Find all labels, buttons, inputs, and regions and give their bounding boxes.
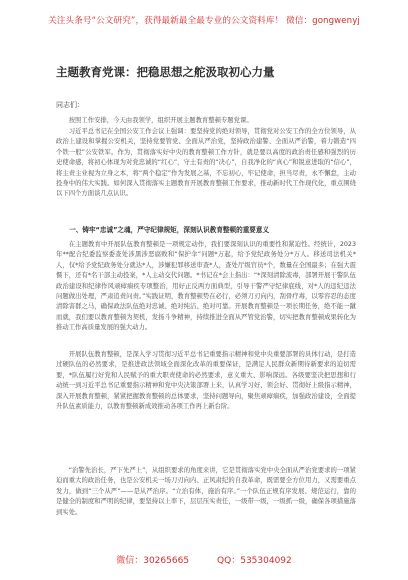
section-heading: 一、铸牢“忠诚”之魂，严守纪律规矩，深刻认识教育整顿的重要意义 <box>69 226 270 234</box>
banner-text: 关注头条号“公文研究”，获得最新最全最专业的公文资料库！ 微信：gongwenyj <box>48 16 360 26</box>
wechat-contact: 微信：30265665 <box>116 555 190 566</box>
top-banner <box>0 0 408 40</box>
paragraph-context: 习近平总书记在全国公安工作会议上强调：要坚持党的绝对领导，贯彻党对公安工作的全方位领导，从政治上建设和掌握公安机关，坚持党要管党、全面从严治党，坚持政治建警、全面从严治警，着力锻造“四个铁一般”公安铁军。作为，贯彻落实好中央的教育整顿工作方针，就是要以高度的政治责任感和强烈的历史使命感，将初心体现为对党忠诚的“红心”，守土有责的“决心”，自我净化的“真心”和锐意进取的“信心”，将主责主业视为立身之本，将“两个稳定”作为发展之基，不忘初心，牢记使命，担当尽责，永不懈怠，主动投身中的伟大实践。如何深入贯彻落实主题教育开展教育整顿工作要求，推动新时代工作现代化，重点围绕以下四个方面谈几点认识。 <box>56 128 356 198</box>
qq-contact: QQ：535304092 <box>217 555 292 566</box>
paragraph-intro: 按照工作安排，今天由我领学，组织开展主题教育整顿专题党课。 <box>68 117 253 124</box>
document-title: 主题教育党课：把稳思想之舵汲取初心力量 <box>56 65 275 79</box>
paragraph-body-1: 在主题教育中开展队伍教育整顿是一项规定动作，我们要深刻认识的重要性和紧迫性。经统计，2023年**配合纪委监察委查处涉黑涉恶腐败和“保护伞”问题*万起，给予党纪政务处分*万人。移送司法机关*人，仅*给予党纪政务处分就达*人，涉嫌犯罪移送审查*人，查处厅级官员*个，数量在全国最多；在强大震慑下，还有*名干部主动投案，*人主动交代问题。*书记在*会上指出：“*深刻清除流毒，部署开展干警队伍政治建设和纪律作风顽瘴痼疾专项整治，用好正反两方面典型，引导干警严守纪律底线，对*人的违纪违法问题做出处理，严肃追责问责。”实践证明，教育整顿势在必行，必须刀刃向内，刮骨疗毒，以零容忍的态度清除害群之马，确保政法队伍绝对忠诚、绝对纯洁、绝对可靠。开展教育整顿是一项长期任务，绝不能一蹴而就，我们要以教育整顿为契机，发扬斗争精神，持续推进全面从严管党治警，切实把教育整顿成果转化为推动工作高质量发展的强大动力。 <box>56 241 356 332</box>
paragraph-body-2: 开展队伍教育整顿，是深入学习贯彻习近平总书记重要指示精神和党中央重要部署的具体行动，是打造过硬队伍的必然要求，是推进政法领域全面深化改革的重要保证，是满足人民群众新期待新要求的迫切需要，*队伍履行好党和人民赋予的重大职责使命的必然要求，意义重大、影响深远。各级要坚决把思想和行动统一到习近平总书记重要指示精神和党中央决策部署上来，认真学习好、领会好、贯彻好上级指示精神，深入开展教育整顿，紧紧把握教育整顿的总体要求，坚持问题导向，聚焦顽瘴痼疾，加强政治建设，全面提升队伍素质能力，以教育整顿新成效推动各项工作再上新台阶。 <box>56 351 356 411</box>
greeting: 同志们： <box>56 101 84 109</box>
paragraph-body-3: “治警先治长，严下先严上”，从组织要求的角度来讲，它是贯彻落实党中央全面从严治党要求的一项紧迫而重大的政治任务，也是公安机关一场刀刃向内、正风肃纪的自我革命，既需要全方位用力，又需要重点发力，做到“三个从严”——是从严治序。“立治有体，施治有序。”一个队伍正规有序发展、规范运行，靠的是健全的制度和严明的纪律，要坚持以上率下，层层压实责任，一级带一级，一级抓一级，确保各项措施落到实处。 <box>56 467 356 516</box>
contact-footer <box>0 538 408 580</box>
